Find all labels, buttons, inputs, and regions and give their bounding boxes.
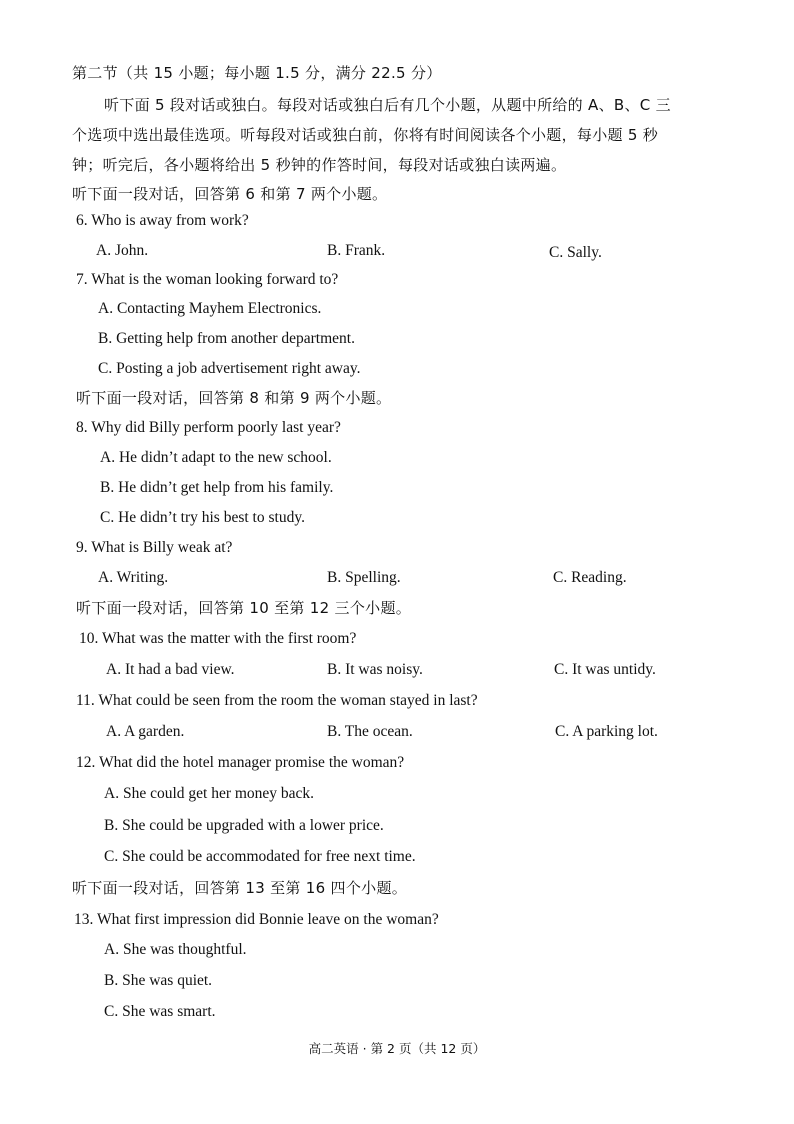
group-intro-4: 听下面一段对话，回答第 13 至第 16 四个小题。 bbox=[72, 879, 408, 897]
question-6-option-a: A. John. bbox=[96, 242, 149, 259]
group-intro-2: 听下面一段对话，回答第 8 和第 9 两个小题。 bbox=[76, 389, 392, 407]
question-6-option-c: C. Sally. bbox=[549, 244, 602, 261]
question-10-option-a: A. It had a bad view. bbox=[106, 661, 235, 678]
question-9-option-c: C. Reading. bbox=[553, 569, 627, 586]
question-8-option-a: A. He didn’t adapt to the new school. bbox=[100, 449, 332, 466]
question-11-option-a: A. A garden. bbox=[106, 723, 185, 740]
question-10-option-b: B. It was noisy. bbox=[327, 661, 423, 678]
question-8-stem: 8. Why did Billy perform poorly last year? bbox=[76, 419, 341, 436]
instruction-line-1: 听下面 5 段对话或独白。每段对话或独白后有几个小题，从题中所给的 A、B、C 三 bbox=[104, 96, 671, 114]
instruction-line-2: 个选项中选出最佳选项。听每段对话或独白前，你将有时间阅读各个小题，每小题 5 秒 bbox=[72, 126, 659, 144]
question-13-option-c: C. She was smart. bbox=[104, 1003, 216, 1020]
page-footer: 高二英语 · 第 2 页（共 12 页） bbox=[308, 1041, 486, 1056]
question-7-option-a: A. Contacting Mayhem Electronics. bbox=[98, 300, 322, 317]
section-title: 第二节（共 15 小题；每小题 1.5 分，满分 22.5 分） bbox=[72, 64, 442, 82]
question-12-option-c: C. She could be accommodated for free next time. bbox=[104, 848, 416, 865]
question-12-option-b: B. She could be upgraded with a lower price. bbox=[104, 817, 384, 834]
question-9-option-b: B. Spelling. bbox=[327, 569, 401, 586]
question-13-option-a: A. She was thoughtful. bbox=[104, 941, 247, 958]
question-11-option-c: C. A parking lot. bbox=[555, 723, 658, 740]
group-intro-3: 听下面一段对话，回答第 10 至第 12 三个小题。 bbox=[76, 599, 412, 617]
question-11-stem: 11. What could be seen from the room the woman stayed in last? bbox=[76, 692, 478, 709]
instruction-line-3: 钟；听完后，各小题将给出 5 秒钟的作答时间，每段对话或独白读两遍。 bbox=[72, 156, 567, 174]
question-12-option-a: A. She could get her money back. bbox=[104, 785, 315, 802]
question-11-option-b: B. The ocean. bbox=[327, 723, 413, 740]
question-12-stem: 12. What did the hotel manager promise the woman? bbox=[76, 754, 405, 771]
question-13-stem: 13. What first impression did Bonnie leave on the woman? bbox=[74, 911, 439, 928]
question-8-option-c: C. He didn’t try his best to study. bbox=[100, 509, 305, 526]
question-9-option-a: A. Writing. bbox=[98, 569, 169, 586]
question-6-stem: 6. Who is away from work? bbox=[76, 212, 249, 229]
question-8-option-b: B. He didn’t get help from his family. bbox=[100, 479, 334, 496]
question-10-stem: 10. What was the matter with the first room? bbox=[79, 630, 357, 647]
question-10-option-c: C. It was untidy. bbox=[554, 661, 656, 678]
group-intro-1: 听下面一段对话，回答第 6 和第 7 两个小题。 bbox=[72, 185, 388, 203]
question-7-stem: 7. What is the woman looking forward to? bbox=[76, 271, 339, 288]
question-7-option-c: C. Posting a job advertisement right away. bbox=[98, 360, 361, 377]
question-7-option-b: B. Getting help from another department. bbox=[98, 330, 355, 347]
question-9-stem: 9. What is Billy weak at? bbox=[76, 539, 233, 556]
question-6-option-b: B. Frank. bbox=[327, 242, 386, 259]
question-13-option-b: B. She was quiet. bbox=[104, 972, 213, 989]
